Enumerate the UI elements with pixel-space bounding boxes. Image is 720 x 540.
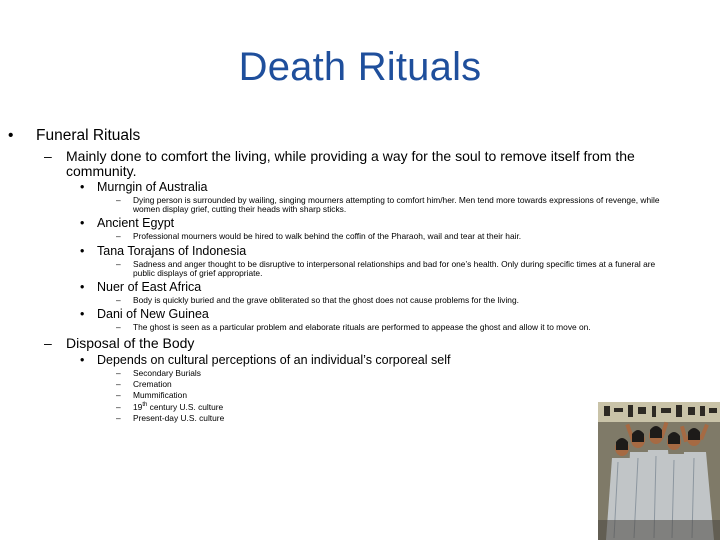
- bullet-dash: –: [116, 412, 121, 423]
- outline-item-depends: [0, 353, 677, 367]
- bullet-dot: •: [80, 216, 85, 231]
- bullet-dash: –: [116, 322, 121, 333]
- outline-item-mainly-done: [0, 149, 666, 178]
- item-text: The ghost is seen as a particular problem and elaborate rituals are performed to appease the ghost and allow it to move on.: [133, 322, 591, 333]
- item-label: Dani of New Guinea: [97, 307, 209, 322]
- item-text: Secondary Burials: [133, 367, 201, 378]
- item-text: Professional mourners would be hired to walk behind the coffin of the Pharaoh, wail and tear at their hair.: [133, 231, 522, 242]
- outline-detail-dani: [0, 323, 673, 332]
- bullet-dash: –: [116, 367, 121, 378]
- outline-detail-tana-torajans: [0, 260, 673, 278]
- item-label: Murngin of Australia: [97, 180, 208, 194]
- bullet-dash: –: [116, 195, 121, 205]
- slide-title: Death Rituals: [238, 45, 482, 89]
- outline-detail-mummification: [0, 391, 673, 400]
- item-text: Body is quickly buried and the grave obliterated so that the ghost does not cause problems for the living.: [133, 295, 519, 306]
- bullet-dash: –: [116, 258, 121, 269]
- outline-detail-ancient-egypt: [0, 232, 673, 241]
- bullet-dash: –: [116, 401, 121, 412]
- outline-detail-murngin: [0, 196, 673, 214]
- bullet-dash: –: [44, 335, 52, 352]
- bullet-dash: –: [116, 295, 121, 306]
- egyptian-mourners-image: [598, 402, 720, 540]
- bullet-dash: –: [116, 231, 121, 242]
- item-text: [133, 402, 223, 412]
- item-text: Present-day U.S. culture: [133, 412, 225, 423]
- outline-item-ancient-egypt: [0, 216, 677, 230]
- outline-detail-nuer: [0, 296, 673, 305]
- outline-item-tana-torajans: [0, 244, 677, 258]
- item-label: Tana Torajans of Indonesia: [97, 243, 247, 258]
- bullet-dash: –: [116, 390, 121, 401]
- egyptian-mourners-illustration: [598, 402, 720, 540]
- bullet-dash: –: [44, 148, 52, 164]
- bullet-dot: •: [80, 243, 85, 258]
- item-label: Nuer of East Africa: [97, 280, 202, 295]
- item-text: Mummification: [133, 390, 187, 401]
- ordinal-suffix: th: [142, 401, 148, 408]
- outline-detail-cremation: [0, 380, 673, 389]
- item-text: Cremation: [133, 379, 172, 390]
- outline-item-dani: [0, 307, 677, 321]
- outline-item-murngin: [0, 180, 677, 194]
- century-rest: century U.S. culture: [147, 401, 224, 412]
- item-label: Mainly done to comfort the living, while providing a way for the soul to remove itself from the community.: [66, 148, 635, 179]
- century-number: 19: [133, 401, 143, 412]
- outline-detail-secondary-burials: [0, 369, 673, 378]
- slide-body: [0, 126, 720, 423]
- bullet-dot: •: [80, 352, 85, 367]
- outline-detail-19th-century: [0, 403, 673, 412]
- bullet-dot: •: [8, 127, 14, 144]
- bullet-dot: •: [80, 280, 85, 295]
- item-label: Depends on cultural perceptions of an individual’s corporeal self: [97, 352, 451, 367]
- bullet-dash: –: [116, 379, 121, 390]
- outline-item-nuer: [0, 280, 677, 294]
- bullet-dot: •: [80, 180, 85, 194]
- item-label: Disposal of the Body: [66, 335, 195, 352]
- outline-detail-present-day: [0, 414, 673, 423]
- item-text: Sadness and anger thought to be disruptive to interpersonal relationships and bad for one’s health. Only during specific times at a funeral are public displays of grief appropriate.: [133, 258, 656, 278]
- outline-item-funeral-rituals: [0, 126, 720, 145]
- item-label: Funeral Rituals: [36, 127, 141, 144]
- item-label: Ancient Egypt: [97, 216, 175, 231]
- bullet-dot: •: [80, 307, 85, 322]
- item-text: Dying person is surrounded by wailing, singing mourners attempting to comfort him/her. Men tend more towards expressions of revenge, while women display grief, cutting their heads with sharp sticks.: [133, 195, 660, 215]
- outline-item-disposal: [0, 336, 666, 351]
